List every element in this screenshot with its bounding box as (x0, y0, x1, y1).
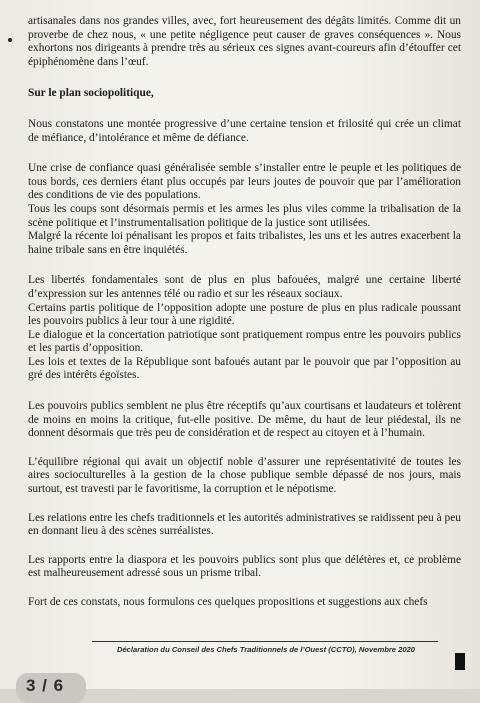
paragraph-tension: Nous constatons une montée progressive d’une certaine tension et frilosité qui crée un climat de méfiance, d’intolérance et même de défiance. (28, 117, 461, 144)
footer-citation: Déclaration du Conseil des Chefs Traditionnels de l’Ouest (CCTO), Novembre 2020 (116, 645, 416, 654)
footer-divider (92, 641, 438, 642)
paragraph-diaspora: Les rapports entre la diaspora et les pouvoirs publics sont plus que délétères et, ce problème est malheureusement adressé sous un prisme tribal. (28, 553, 461, 580)
page-edge-marker (455, 653, 465, 670)
paragraph-conclusion: Fort de ces constats, nous formulons ces quelques propositions et suggestions aux chefs (28, 596, 428, 608)
section-heading: Sur le plan sociopolitique, (28, 87, 154, 100)
paragraph-libertes: Les libertés fondamentales sont de plus en plus bafouées, malgré une certaine liberté d’expression sur les antennes télé ou radio et sur les réseaux sociaux. (28, 274, 461, 300)
paragraph-pouvoirs: Les pouvoirs publics semblent ne plus être réceptifs qu’aux courtisans et laudateurs et tolèrent de moins en moins la critique, fut-elle positive. De même, du haut de leur piédestal, ils ne donnent désormais que très peu de considération et de respect au citoyen et à l’humain. (28, 400, 461, 440)
margin-dot (8, 38, 12, 42)
paragraph-crisis: Une crise de confiance quasi généralisée semble s’installer entre le peuple et les politiques de tous bords, ces derniers étant plus occupés par leurs joutes de pouvoir que par l’amélioration des conditions de vie des populations. (28, 162, 461, 202)
paragraph-coups: Tous les coups sont désormais permis et les armes les plus viles comme la tribalisation de la scène politique et l’instrumentalisation politique de la justice sont utilisées. (28, 202, 461, 229)
document-body (28, 0, 461, 610)
paragraph-loi: Malgré la récente loi pénalisant les propos et faits tribalistes, les uns et les autres exacerbent la haine tribale sans en être inquiétés. (28, 230, 461, 256)
paragraph-intro: artisanales dans nos grandes villes, avec, fort heureusement des dégâts limités. Comme dit un proverbe de chez nous, « une petite négligence peut causer de graves conséquences ». Nous exhortons nos dirigeants à prendre très au sérieux ces signes avant-coureurs afin d’étouffer cet épiphénomène dans l’œuf. (28, 15, 461, 68)
paragraph-dialogue: Le dialogue et la concertation patriotique sont pratiquement rompus entre les pouvoirs publics et les partis d’opposition. (28, 328, 461, 355)
page-counter-badge: 3 / 6 (16, 673, 86, 703)
paragraph-relations: Les relations entre les chefs traditionnels et les autorités administratives se raidissent peu à peu en donnant lieu à des scènes surréalistes. (28, 511, 461, 538)
paragraph-opposition: Certains partis politique de l’opposition adopte une posture de plus en plus radicale poussant les pouvoirs publics à leur tour à une rigidité. (28, 301, 461, 328)
paragraph-equilibre: L’équilibre régional qui avait un objectif noble d’assurer une représentativité de toutes les aires socioculturelles à la gestion de la chose publique semble dépassé de nos jours, mais surtout, est travesti par le favoritisme, la corruption et le népotisme. (28, 455, 461, 496)
paragraph-lois: Les lois et textes de la République sont bafoués autant par le pouvoir que par l’opposition au gré des intérêts égoïstes. (28, 355, 461, 382)
